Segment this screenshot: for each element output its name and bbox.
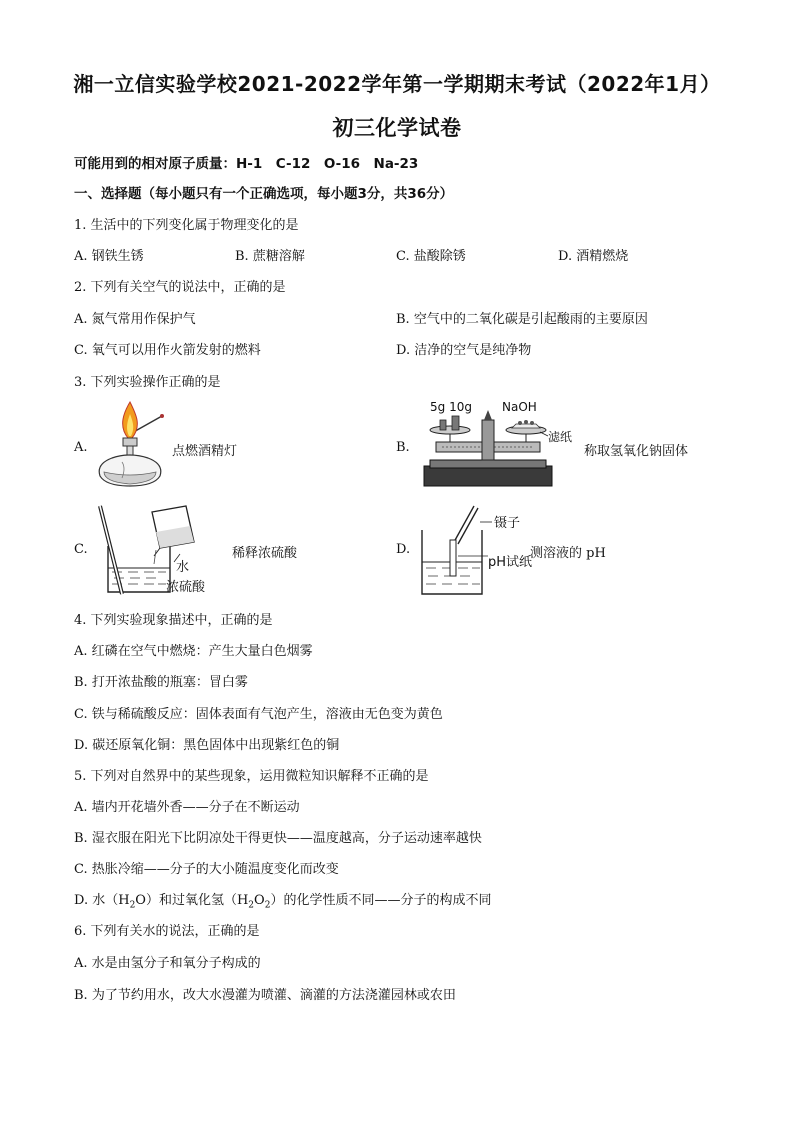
- balance-naoh-label: NaOH: [502, 400, 537, 414]
- question-6-option-b: B. 为了节约用水，改大水漫灌为喷灌、滴灌的方法浇灌园林或农田: [74, 988, 456, 1003]
- question-2-option-b: B. 空气中的二氧化碳是引起酸雨的主要原因: [396, 312, 648, 327]
- ph-test-figure: [414, 502, 494, 598]
- section-heading: 一、选择题（每小题只有一个正确选项，每小题3分，共36分）: [74, 186, 454, 202]
- question-1-option-c: C. 盐酸除锈: [396, 249, 466, 264]
- question-6-option-a: A. 水是由氢分子和氧分子构成的: [74, 956, 261, 971]
- alcohol-lamp-figure: [92, 398, 172, 490]
- atomic-masses: 可能用到的相对原子质量：H-1 C-12 O-16 Na-23: [74, 156, 419, 172]
- question-1-stem: 1. 生活中的下列变化属于物理变化的是: [74, 218, 299, 233]
- question-3-stem: 3. 下列实验操作正确的是: [74, 375, 221, 390]
- question-5-option-c: C. 热胀冷缩——分子的大小随温度变化而改变: [74, 862, 339, 877]
- ph-paper-label: pH试纸: [488, 555, 533, 570]
- exam-subtitle: 初三化学试卷: [332, 116, 462, 140]
- balance-filter-paper-label: 滤纸: [548, 430, 573, 444]
- question-3-option-b-caption: 称取氢氧化钠固体: [584, 444, 689, 459]
- question-1-option-b: B. 蔗糖溶解: [235, 249, 305, 264]
- question-3-option-a-letter: A.: [74, 440, 88, 455]
- question-3-option-d-letter: D.: [396, 542, 411, 557]
- question-2-option-c: C. 氧气可以用作火箭发射的燃料: [74, 343, 261, 358]
- question-1-option-d: D. 酒精燃烧: [558, 249, 629, 264]
- question-2-option-d: D. 洁净的空气是纯净物: [396, 343, 532, 358]
- question-3-option-a-caption: 点燃酒精灯: [172, 444, 238, 459]
- question-4-option-a: A. 红磷在空气中燃烧：产生大量白色烟雾: [74, 644, 313, 659]
- question-2-stem: 2. 下列有关空气的说法中，正确的是: [74, 280, 286, 295]
- question-4-option-c: C. 铁与稀硫酸反应：固体表面有气泡产生，溶液由无色变为黄色: [74, 707, 443, 722]
- question-6-stem: 6. 下列有关水的说法，正确的是: [74, 924, 260, 939]
- question-3-option-c-letter: C.: [74, 542, 88, 557]
- question-5-option-b: B. 湿衣服在阳光下比阴凉处干得更快——温度越高，分子运动速率越快: [74, 831, 482, 846]
- question-3-option-d-caption: 测溶液的 pH: [530, 546, 606, 561]
- question-4-option-d: D. 碳还原氧化铜：黑色固体中出现紫红色的铜: [74, 738, 340, 753]
- question-5-stem: 5. 下列对自然界中的某些现象，运用微粒知识解释不正确的是: [74, 769, 429, 784]
- question-1-option-a: A. 钢铁生锈: [74, 249, 144, 264]
- dilution-acid-label: 浓硫酸: [166, 580, 206, 595]
- balance-weights-label: 5g 10g: [430, 400, 472, 414]
- ph-tweezers-label: 镊子: [494, 516, 521, 531]
- exam-title: 湘一立信实验学校2021-2022学年第一学期期末考试（2022年1月）: [73, 72, 721, 96]
- question-5-option-d: D. 水$(H_2O)$和过氧化氢$(H_2O_2)$的化学性质不同——分子的构成不同: [74, 893, 492, 911]
- question-3-option-c-caption: 稀释浓硫酸: [232, 546, 298, 561]
- question-4-stem: 4. 下列实验现象描述中，正确的是: [74, 613, 273, 628]
- question-4-option-b: B. 打开浓盐酸的瓶塞：冒白雾: [74, 675, 248, 690]
- question-3-option-b-letter: B.: [396, 440, 410, 455]
- question-2-option-a: A. 氮气常用作保护气: [74, 312, 196, 327]
- dilution-water-label: 水: [176, 560, 190, 575]
- question-5-option-a: A. 墙内开花墙外香——分子在不断运动: [74, 800, 300, 815]
